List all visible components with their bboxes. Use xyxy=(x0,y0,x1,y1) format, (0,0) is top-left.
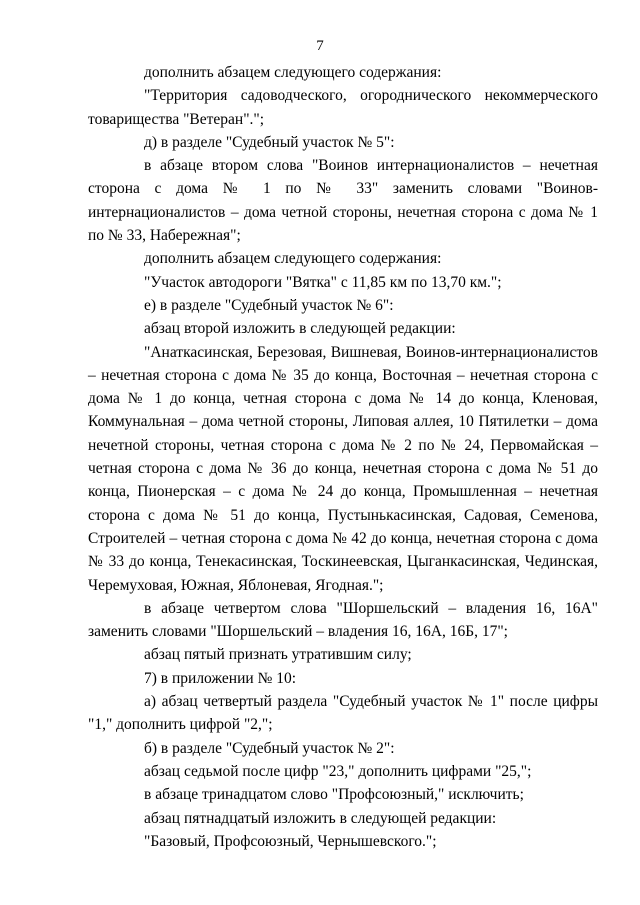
paragraph: дополнить абзацем следующего содержания: xyxy=(144,250,442,268)
paragraph: в абзаце тринадцатом слово "Профсоюзный," исключить; xyxy=(144,786,524,804)
paragraph: абзац второй изложить в следующей редакции: xyxy=(144,320,456,338)
paragraph: "Участок автодороги "Вятка" с 11,85 км по 13,70 км."; xyxy=(144,273,502,291)
paragraph: в абзаце четвертом слова "Шоршельский – владения 16, 16А" заменить словами "Шоршельский – владения 16, 16А, 16Б, 17"; xyxy=(88,599,598,641)
paragraph: 7) в приложении № 10: xyxy=(144,669,297,687)
page-number: 7 xyxy=(316,38,324,54)
paragraph: а) абзац четвертый раздела "Судебный участок № 1" после цифры "1," дополнить цифрой "2,"; xyxy=(88,693,598,734)
document-body xyxy=(88,61,598,853)
paragraph: абзац седьмой после цифр "23," дополнить цифрами "25,"; xyxy=(144,762,532,780)
paragraph: "Анаткасинская, Березовая, Вишневая, Воинов-интернационалистов – нечетная сторона с дома № 35 до конца, Восточная – нечетная сторона с дома № 1 до конца, четная сторона с дома № 14 до конца, Кленовая, Коммунальная – дома четной стороны, Липовая аллея, 10 Пятилетки – дома нечетной стороны, четная сторона с дома № 2 по № 24, Первомайская – четная сторона с дома № 36 до конца, нечетная сторона с дома № 51 до конца, Пионерская – с дома № 24 до конца, Промышленная – нечетная сторона с дома № 51 до конца, Пустынькасинская, Садовая, Семенова, Строителей – четная сторона с дома № 42 до конца, нечетная сторона с дома № 33 до конца, Тенекасинская, Тоскинеевская, Цыганкасинская, Чединская, Черемуховая, Южная, Яблоневая, Ягодная."; xyxy=(88,343,598,594)
paragraph: "Территория садоводческого, огороднического некоммерческого товарищества "Ветеран"."; xyxy=(88,87,598,128)
paragraph: е) в разделе "Судебный участок № 6": xyxy=(144,296,394,314)
paragraph: б) в разделе "Судебный участок № 2": xyxy=(144,739,395,757)
paragraph: "Базовый, Профсоюзный, Чернышевского."; xyxy=(144,832,437,850)
paragraph: абзац пятнадцатый изложить в следующей редакции: xyxy=(144,809,497,827)
paragraph: абзац пятый признать утратившим силу; xyxy=(144,646,412,664)
paragraph: дополнить абзацем следующего содержания: xyxy=(144,64,442,81)
paragraph: д) в разделе "Судебный участок № 5": xyxy=(144,133,395,151)
paragraph: в абзаце втором слова "Воинов интернационалистов – нечетная сторона с дома № 1 по № 33" заменить словами "Воинов-интернационалистов – дома четной стороны, нечетная сторона с дома № 1 по № 33, Набережная"; xyxy=(88,157,598,245)
